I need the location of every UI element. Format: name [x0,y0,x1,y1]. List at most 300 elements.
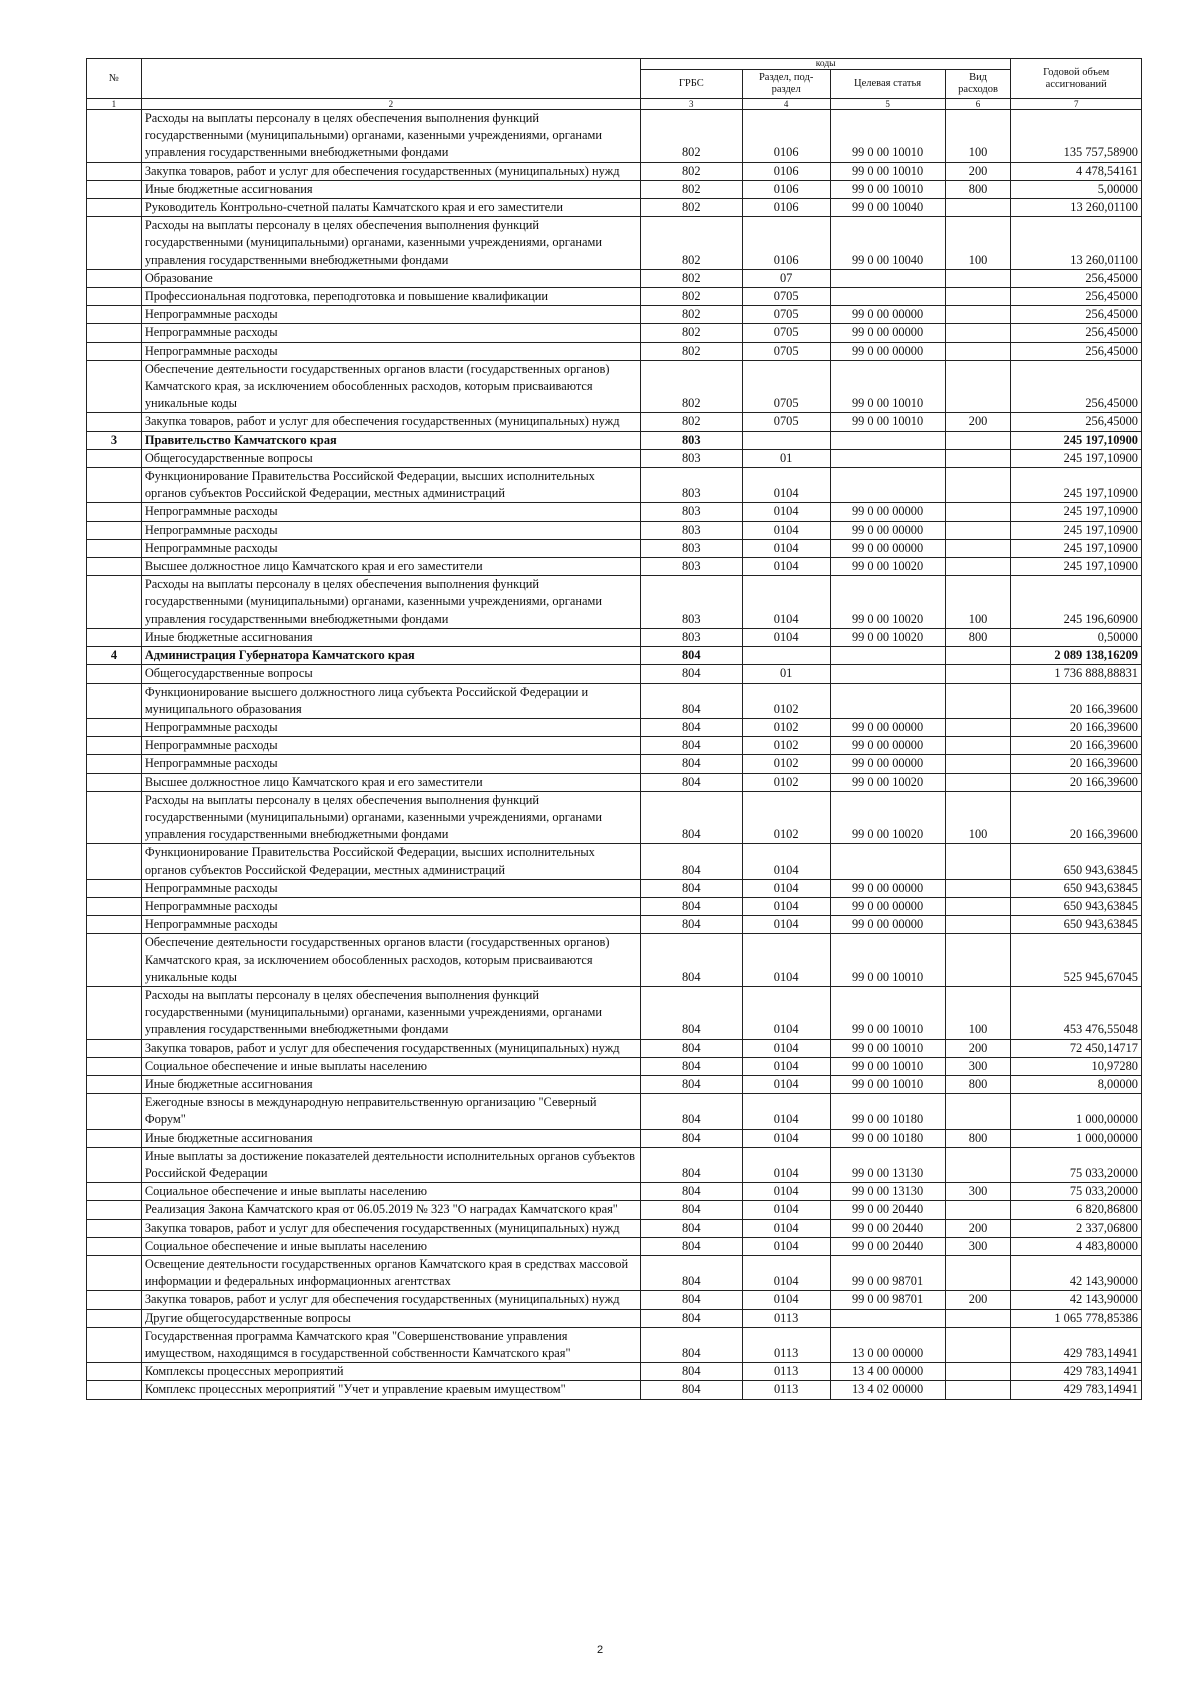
expense-type-code [945,449,1011,467]
annual-volume: 429 783,14941 [1011,1381,1142,1399]
annual-volume: 245 197,10900 [1011,521,1142,539]
expense-name: Руководитель Контрольно-счетной палаты Камчатского края и его заместители [141,199,640,217]
row-number [87,737,142,755]
expense-name: Профессиональная подготовка, переподготовка и повышение квалификации [141,288,640,306]
expense-type-code: 800 [945,628,1011,646]
table-row [87,1237,1142,1255]
annual-volume: 13 260,01100 [1011,199,1142,217]
header-grbs: ГРБС [640,70,742,99]
table-row [87,1183,1142,1201]
grbs-code: 804 [640,718,742,736]
annual-volume: 72 450,14717 [1011,1039,1142,1057]
table-row [87,986,1142,1039]
row-number [87,558,142,576]
expense-name: Непрограммные расходы [141,737,640,755]
row-number [87,342,142,360]
expense-type-code [945,1256,1011,1291]
expense-name: Функционирование Правительства Российской Федерации, высших исполнительных органов субъектов Российской Федерации, местных администраций [141,844,640,879]
expense-name: Другие общегосударственные вопросы [141,1309,640,1327]
target-article-code: 99 0 00 10040 [830,217,945,270]
expense-type-code: 800 [945,1075,1011,1093]
annual-volume: 42 143,90000 [1011,1291,1142,1309]
header-annual-volume: Годовой объем ассигнований [1011,59,1142,99]
target-article-code: 99 0 00 98701 [830,1291,945,1309]
expense-type-code [945,288,1011,306]
grbs-code: 802 [640,342,742,360]
section-code: 0104 [742,1129,830,1147]
grbs-code: 804 [640,1381,742,1399]
expense-type-code [945,503,1011,521]
expense-name: Высшее должностное лицо Камчатского края и его заместители [141,558,640,576]
grbs-code: 804 [640,1363,742,1381]
annual-volume: 256,45000 [1011,269,1142,287]
target-article-code: 99 0 00 10010 [830,110,945,163]
grbs-code: 802 [640,413,742,431]
row-number [87,180,142,198]
grbs-code: 803 [640,503,742,521]
expense-type-code: 300 [945,1057,1011,1075]
target-article-code: 99 0 00 20440 [830,1219,945,1237]
annual-volume: 20 166,39600 [1011,683,1142,718]
target-article-code [830,468,945,503]
annual-volume: 75 033,20000 [1011,1183,1142,1201]
expense-name: Ежегодные взносы в международную неправительственную организацию "Северный Форум" [141,1094,640,1129]
section-code: 0104 [742,986,830,1039]
target-article-code [830,269,945,287]
row-number [87,468,142,503]
expense-type-code [945,755,1011,773]
section-code: 0106 [742,180,830,198]
row-number [87,1057,142,1075]
row-number [87,1291,142,1309]
expense-name: Непрограммные расходы [141,503,640,521]
section-code: 0104 [742,628,830,646]
annual-volume: 13 260,01100 [1011,217,1142,270]
target-article-code: 99 0 00 20440 [830,1201,945,1219]
expense-type-code [945,1094,1011,1129]
expense-type-code [945,360,1011,413]
section-code: 0104 [742,539,830,557]
expense-name: Функционирование высшего должностного лица субъекта Российской Федерации и муниципального образования [141,683,640,718]
expense-type-code: 300 [945,1183,1011,1201]
table-row [87,288,1142,306]
grbs-code: 803 [640,539,742,557]
expense-type-code [945,1327,1011,1362]
section-code: 0104 [742,916,830,934]
annual-volume: 20 166,39600 [1011,773,1142,791]
expense-type-code [945,647,1011,665]
target-article-code: 99 0 00 10010 [830,1057,945,1075]
expense-name: Закупка товаров, работ и услуг для обеспечения государственных (муниципальных) нужд [141,1219,640,1237]
section-code: 0104 [742,521,830,539]
column-number: 7 [1011,99,1142,110]
table-row [87,755,1142,773]
table-header [87,59,1142,110]
section-code: 0104 [742,1201,830,1219]
expense-name: Закупка товаров, работ и услуг для обеспечения государственных (муниципальных) нужд [141,413,640,431]
table-row [87,1219,1142,1237]
section-code: 0104 [742,1075,830,1093]
table-row [87,1075,1142,1093]
row-number [87,1129,142,1147]
grbs-code: 802 [640,162,742,180]
expense-name: Непрограммные расходы [141,324,640,342]
grbs-code: 804 [640,1219,742,1237]
expense-name: Комплексы процессных мероприятий [141,1363,640,1381]
table-row [87,1147,1142,1182]
table-row [87,1363,1142,1381]
annual-volume: 1 000,00000 [1011,1094,1142,1129]
target-article-code [830,665,945,683]
table-row [87,1291,1142,1309]
grbs-code: 802 [640,180,742,198]
section-code: 0104 [742,1094,830,1129]
expense-type-code: 800 [945,180,1011,198]
annual-volume: 429 783,14941 [1011,1327,1142,1362]
section-code: 0705 [742,324,830,342]
annual-volume: 2 337,06800 [1011,1219,1142,1237]
expense-type-code: 800 [945,1129,1011,1147]
row-number [87,1075,142,1093]
grbs-code: 804 [640,1256,742,1291]
expense-name: Администрация Губернатора Камчатского края [141,647,640,665]
section-code: 0104 [742,934,830,987]
table-row [87,342,1142,360]
table-row [87,737,1142,755]
target-article-code: 99 0 00 00000 [830,718,945,736]
grbs-code: 804 [640,1147,742,1182]
annual-volume: 245 197,10900 [1011,449,1142,467]
grbs-code: 804 [640,844,742,879]
annual-volume: 256,45000 [1011,306,1142,324]
annual-volume: 75 033,20000 [1011,1147,1142,1182]
section-code: 0705 [742,342,830,360]
section-code: 0104 [742,1256,830,1291]
target-article-code: 99 0 00 10010 [830,1075,945,1093]
row-number [87,1256,142,1291]
target-article-code: 99 0 00 10010 [830,934,945,987]
header-name [141,59,640,99]
expense-type-code: 100 [945,986,1011,1039]
grbs-code: 803 [640,468,742,503]
grbs-code: 803 [640,558,742,576]
row-number [87,288,142,306]
expense-name: Социальное обеспечение и иные выплаты населению [141,1057,640,1075]
target-article-code: 99 0 00 00000 [830,755,945,773]
section-code: 0104 [742,503,830,521]
target-article-code [830,431,945,449]
section-code: 07 [742,269,830,287]
annual-volume: 429 783,14941 [1011,1363,1142,1381]
target-article-code: 99 0 00 20440 [830,1237,945,1255]
row-number [87,324,142,342]
section-code: 01 [742,665,830,683]
table-row [87,1057,1142,1075]
section-code: 0113 [742,1309,830,1327]
row-number [87,897,142,915]
expense-type-code: 200 [945,1219,1011,1237]
expense-type-code [945,539,1011,557]
target-article-code: 99 0 00 10040 [830,199,945,217]
expense-name: Обеспечение деятельности государственных органов власти (государственных органов) Камчатского края, за исключением обособленных расходов, которым присваиваются уникальные коды [141,934,640,987]
table-row [87,665,1142,683]
target-article-code [830,449,945,467]
expense-name: Обеспечение деятельности государственных органов власти (государственных органов) Камчатского края, за исключением обособленных расходов, которым присваиваются уникальные коды [141,360,640,413]
table-row [87,897,1142,915]
expense-name: Иные бюджетные ассигнования [141,1129,640,1147]
grbs-code: 804 [640,1327,742,1362]
annual-volume: 650 943,63845 [1011,897,1142,915]
target-article-code: 99 0 00 98701 [830,1256,945,1291]
target-article-code: 99 0 00 10020 [830,628,945,646]
annual-volume: 1 065 778,85386 [1011,1309,1142,1327]
grbs-code: 804 [640,773,742,791]
row-number [87,413,142,431]
table-row [87,306,1142,324]
row-number [87,665,142,683]
annual-volume: 256,45000 [1011,360,1142,413]
target-article-code: 99 0 00 10010 [830,360,945,413]
target-article-code: 99 0 00 10180 [830,1094,945,1129]
annual-volume: 256,45000 [1011,288,1142,306]
row-number [87,1183,142,1201]
table-row [87,449,1142,467]
expense-type-code [945,431,1011,449]
grbs-code: 804 [640,683,742,718]
target-article-code [830,1309,945,1327]
grbs-code: 804 [640,986,742,1039]
column-number: 3 [640,99,742,110]
expense-name: Расходы на выплаты персоналу в целях обеспечения выполнения функций государственными (муниципальными) органами, казенными учреждениями, органами управления государственными внебюджетными фондами [141,986,640,1039]
column-number: 2 [141,99,640,110]
target-article-code: 99 0 00 10020 [830,576,945,629]
row-number [87,755,142,773]
grbs-code: 804 [640,1309,742,1327]
table-row [87,934,1142,987]
table-row [87,791,1142,844]
section-code: 0102 [742,773,830,791]
expense-name: Общегосударственные вопросы [141,665,640,683]
row-number [87,110,142,163]
expense-name: Закупка товаров, работ и услуг для обеспечения государственных (муниципальных) нужд [141,162,640,180]
budget-table-sheet [86,58,1142,1400]
annual-volume: 256,45000 [1011,342,1142,360]
grbs-code: 804 [640,1094,742,1129]
target-article-code: 99 0 00 10180 [830,1129,945,1147]
target-article-code [830,647,945,665]
annual-volume: 135 757,58900 [1011,110,1142,163]
expense-name: Социальное обеспечение и иные выплаты населению [141,1237,640,1255]
table-row [87,1039,1142,1057]
grbs-code: 802 [640,324,742,342]
grbs-code: 802 [640,110,742,163]
target-article-code: 99 0 00 13130 [830,1147,945,1182]
table-row [87,683,1142,718]
expense-name: Реализация Закона Камчатского края от 06.05.2019 № 323 "О наградах Камчатского края" [141,1201,640,1219]
table-row [87,844,1142,879]
expense-type-code [945,306,1011,324]
expense-name: Иные выплаты за достижение показателей деятельности исполнительных органов субъектов Российской Федерации [141,1147,640,1182]
target-article-code: 99 0 00 10010 [830,180,945,198]
expense-type-code [945,916,1011,934]
table-row [87,1094,1142,1129]
annual-volume: 1 000,00000 [1011,1129,1142,1147]
annual-volume: 650 943,63845 [1011,844,1142,879]
annual-volume: 20 166,39600 [1011,718,1142,736]
target-article-code: 13 4 00 00000 [830,1363,945,1381]
expense-type-code [945,269,1011,287]
section-code: 0104 [742,1219,830,1237]
section-code: 0104 [742,1057,830,1075]
table-row [87,576,1142,629]
section-code: 0106 [742,217,830,270]
section-code: 0102 [742,683,830,718]
table-row [87,628,1142,646]
section-code: 0104 [742,844,830,879]
table-row [87,773,1142,791]
table-row [87,879,1142,897]
expense-name: Высшее должностное лицо Камчатского края и его заместители [141,773,640,791]
section-code [742,647,830,665]
expense-name: Непрограммные расходы [141,755,640,773]
row-number [87,503,142,521]
table-row [87,199,1142,217]
table-row [87,360,1142,413]
table-row [87,503,1142,521]
column-number: 1 [87,99,142,110]
expense-type-code: 100 [945,791,1011,844]
grbs-code: 804 [640,791,742,844]
table-row [87,217,1142,270]
expense-type-code [945,934,1011,987]
expense-name: Непрограммные расходы [141,897,640,915]
table-row [87,1256,1142,1291]
grbs-code: 803 [640,576,742,629]
target-article-code: 99 0 00 00000 [830,342,945,360]
grbs-code: 803 [640,521,742,539]
table-row [87,539,1142,557]
grbs-code: 804 [640,755,742,773]
table-row [87,162,1142,180]
table-row [87,1309,1142,1327]
section-code: 0104 [742,576,830,629]
column-number: 6 [945,99,1011,110]
grbs-code: 802 [640,360,742,413]
row-number [87,576,142,629]
expense-type-code: 200 [945,162,1011,180]
section-code: 0705 [742,306,830,324]
annual-volume: 8,00000 [1011,1075,1142,1093]
expense-name: Расходы на выплаты персоналу в целях обеспечения выполнения функций государственными (муниципальными) органами, казенными учреждениями, органами управления государственными внебюджетными фондами [141,110,640,163]
expense-type-code [945,558,1011,576]
expense-name: Иные бюджетные ассигнования [141,1075,640,1093]
expense-type-code: 200 [945,413,1011,431]
row-number [87,1363,142,1381]
expense-type-code [945,1309,1011,1327]
row-number [87,1147,142,1182]
section-code: 0104 [742,879,830,897]
row-number [87,1219,142,1237]
annual-volume: 650 943,63845 [1011,916,1142,934]
row-number: 4 [87,647,142,665]
expense-name: Иные бюджетные ассигнования [141,628,640,646]
expense-name: Непрограммные расходы [141,916,640,934]
annual-volume: 20 166,39600 [1011,791,1142,844]
table-row [87,180,1142,198]
target-article-code: 99 0 00 10010 [830,413,945,431]
section-code: 0705 [742,413,830,431]
grbs-code: 804 [640,647,742,665]
row-number [87,539,142,557]
target-article-code: 13 4 02 00000 [830,1381,945,1399]
annual-volume: 6 820,86800 [1011,1201,1142,1219]
grbs-code: 802 [640,306,742,324]
expense-type-code: 100 [945,110,1011,163]
row-number [87,1094,142,1129]
row-number [87,1039,142,1057]
annual-volume: 5,00000 [1011,180,1142,198]
expense-type-code [945,342,1011,360]
table-row [87,431,1142,449]
expense-type-code [945,199,1011,217]
grbs-code: 804 [640,665,742,683]
table-row [87,269,1142,287]
target-article-code: 99 0 00 00000 [830,737,945,755]
section-code: 0104 [742,468,830,503]
grbs-code: 804 [640,1237,742,1255]
row-number [87,1381,142,1399]
grbs-code: 802 [640,288,742,306]
expense-name: Непрограммные расходы [141,342,640,360]
row-number [87,628,142,646]
target-article-code: 99 0 00 00000 [830,503,945,521]
row-number [87,269,142,287]
grbs-code: 803 [640,431,742,449]
section-code: 0102 [742,755,830,773]
expense-type-code [945,737,1011,755]
target-article-code: 99 0 00 00000 [830,324,945,342]
section-code: 0104 [742,1237,830,1255]
section-code: 0113 [742,1363,830,1381]
expense-name: Освещение деятельности государственных органов Камчатского края в средствах массовой информации и федеральных информационных агентствах [141,1256,640,1291]
target-article-code: 99 0 00 10010 [830,986,945,1039]
target-article-code: 99 0 00 10020 [830,558,945,576]
section-code: 0104 [742,897,830,915]
expense-name: Закупка товаров, работ и услуг для обеспечения государственных (муниципальных) нужд [141,1039,640,1057]
section-code: 0106 [742,199,830,217]
table-row [87,1381,1142,1399]
target-article-code: 13 0 00 00000 [830,1327,945,1362]
grbs-code: 804 [640,737,742,755]
section-code [742,431,830,449]
row-number [87,449,142,467]
table-row [87,110,1142,163]
row-number [87,217,142,270]
expense-type-code [945,665,1011,683]
expense-name: Непрограммные расходы [141,718,640,736]
expense-type-code: 100 [945,217,1011,270]
annual-volume: 4 478,54161 [1011,162,1142,180]
expense-type-code: 200 [945,1039,1011,1057]
annual-volume: 525 945,67045 [1011,934,1142,987]
page-number: 2 [596,1644,604,1656]
expense-name: Общегосударственные вопросы [141,449,640,467]
annual-volume: 245 197,10900 [1011,468,1142,503]
expense-type-code [945,683,1011,718]
table-row [87,1201,1142,1219]
expense-type-code: 100 [945,576,1011,629]
row-number [87,1309,142,1327]
